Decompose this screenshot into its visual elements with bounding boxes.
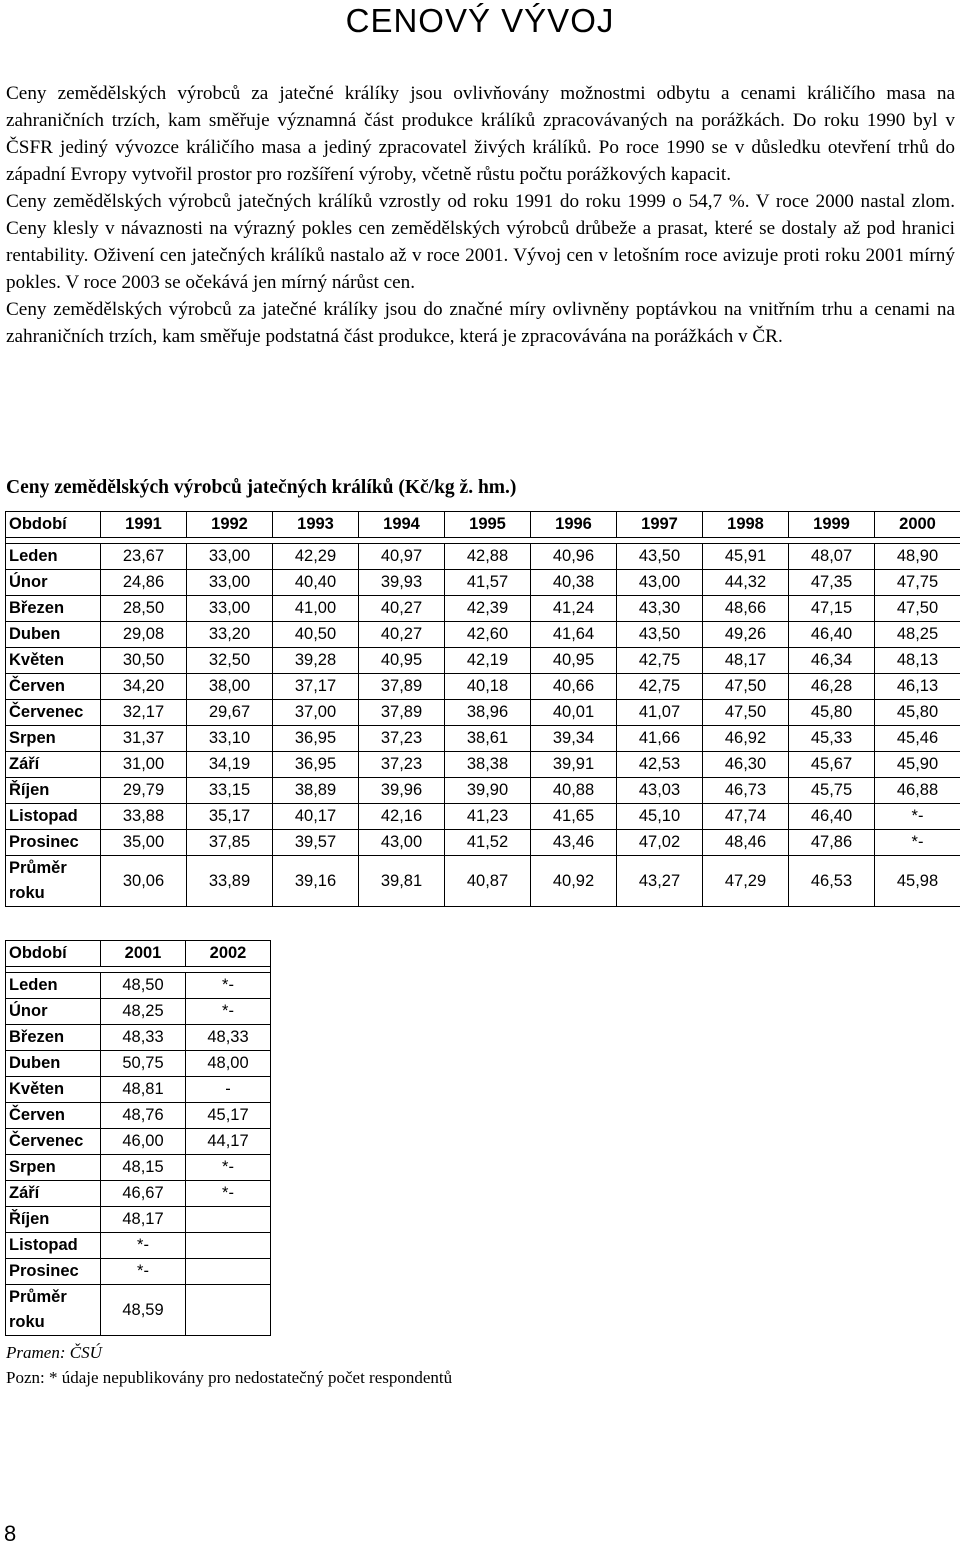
value-cell: 47,29 bbox=[703, 856, 789, 907]
table-header-row bbox=[6, 512, 960, 538]
value-cell: 35,00 bbox=[101, 830, 187, 856]
value-cell: 47,75 bbox=[875, 570, 960, 596]
value-cell: 46,73 bbox=[703, 778, 789, 804]
value-cell: 43,30 bbox=[617, 596, 703, 622]
value-cell: 40,38 bbox=[531, 570, 617, 596]
body-text bbox=[6, 80, 955, 350]
value-cell: *- bbox=[101, 1259, 186, 1285]
value-cell: *- bbox=[875, 804, 960, 830]
value-cell: 24,86 bbox=[101, 570, 187, 596]
value-cell: 1999 bbox=[789, 512, 875, 538]
value-cell: 35,17 bbox=[187, 804, 273, 830]
table-row bbox=[6, 856, 960, 907]
value-cell: 37,89 bbox=[359, 674, 445, 700]
value-cell: 40,96 bbox=[531, 544, 617, 570]
value-cell: 1992 bbox=[187, 512, 273, 538]
value-cell: 40,95 bbox=[359, 648, 445, 674]
value-cell: 43,03 bbox=[617, 778, 703, 804]
value-cell: 40,50 bbox=[273, 622, 359, 648]
value-cell: 43,46 bbox=[531, 830, 617, 856]
value-cell: 1998 bbox=[703, 512, 789, 538]
value-cell: *- bbox=[186, 973, 271, 999]
value-cell: 41,24 bbox=[531, 596, 617, 622]
row-label-cell: Listopad bbox=[6, 804, 101, 830]
table-row bbox=[6, 1077, 271, 1103]
value-cell: 48,17 bbox=[101, 1207, 186, 1233]
value-cell: 40,40 bbox=[273, 570, 359, 596]
value-cell: 42,29 bbox=[273, 544, 359, 570]
value-cell: *- bbox=[101, 1233, 186, 1259]
value-cell: 42,60 bbox=[445, 622, 531, 648]
value-cell: 48,76 bbox=[101, 1103, 186, 1129]
value-cell: 48,17 bbox=[703, 648, 789, 674]
source-note: Pramen: ČSÚ bbox=[6, 1343, 102, 1363]
value-cell: 46,40 bbox=[789, 622, 875, 648]
value-cell: 43,00 bbox=[617, 570, 703, 596]
table-row bbox=[6, 1129, 271, 1155]
row-label-cell: Červenec bbox=[6, 700, 101, 726]
value-cell: 45,80 bbox=[875, 700, 960, 726]
value-cell: 37,00 bbox=[273, 700, 359, 726]
row-label-cell: Květen bbox=[6, 1077, 101, 1103]
value-cell: 30,50 bbox=[101, 648, 187, 674]
value-cell: 43,00 bbox=[359, 830, 445, 856]
table-row bbox=[6, 726, 960, 752]
value-cell: 47,35 bbox=[789, 570, 875, 596]
value-cell: 45,33 bbox=[789, 726, 875, 752]
value-cell: 47,74 bbox=[703, 804, 789, 830]
value-cell: 45,98 bbox=[875, 856, 960, 907]
table-row bbox=[6, 1233, 271, 1259]
value-cell: 1991 bbox=[101, 512, 187, 538]
row-label-cell: Duben bbox=[6, 622, 101, 648]
value-cell: 33,00 bbox=[187, 544, 273, 570]
value-cell: 42,19 bbox=[445, 648, 531, 674]
value-cell: 41,00 bbox=[273, 596, 359, 622]
value-cell: 39,90 bbox=[445, 778, 531, 804]
value-cell: 39,16 bbox=[273, 856, 359, 907]
row-label-cell: Červen bbox=[6, 674, 101, 700]
value-cell: 47,86 bbox=[789, 830, 875, 856]
value-cell: 31,37 bbox=[101, 726, 187, 752]
value-cell: 48,33 bbox=[186, 1025, 271, 1051]
value-cell: 39,57 bbox=[273, 830, 359, 856]
value-cell: 34,19 bbox=[187, 752, 273, 778]
value-cell: 43,50 bbox=[617, 622, 703, 648]
value-cell: 44,32 bbox=[703, 570, 789, 596]
value-cell: 38,61 bbox=[445, 726, 531, 752]
value-cell: 37,17 bbox=[273, 674, 359, 700]
value-cell: 33,10 bbox=[187, 726, 273, 752]
value-cell: 29,67 bbox=[187, 700, 273, 726]
table-row bbox=[6, 1025, 271, 1051]
value-cell: 32,17 bbox=[101, 700, 187, 726]
row-label-cell: Únor bbox=[6, 570, 101, 596]
price-table-2001-2002 bbox=[5, 940, 271, 1336]
value-cell: 33,89 bbox=[187, 856, 273, 907]
value-cell: 48,90 bbox=[875, 544, 960, 570]
row-label-cell: Průměr roku bbox=[6, 1285, 101, 1336]
value-cell: 45,67 bbox=[789, 752, 875, 778]
value-cell: 33,00 bbox=[187, 596, 273, 622]
value-cell bbox=[186, 1259, 271, 1285]
value-cell: 40,95 bbox=[531, 648, 617, 674]
row-label-cell: Červen bbox=[6, 1103, 101, 1129]
value-cell: 39,91 bbox=[531, 752, 617, 778]
value-cell: 40,87 bbox=[445, 856, 531, 907]
value-cell: 48,25 bbox=[875, 622, 960, 648]
value-cell: 48,33 bbox=[101, 1025, 186, 1051]
value-cell: 49,26 bbox=[703, 622, 789, 648]
footnote: Pozn: * údaje nepublikovány pro nedostatečný počet respondentů bbox=[6, 1368, 452, 1388]
page-title: CENOVÝ VÝVOJ bbox=[0, 2, 960, 40]
value-cell: 2002 bbox=[186, 941, 271, 967]
value-cell: - bbox=[186, 1077, 271, 1103]
value-cell: 48,50 bbox=[101, 973, 186, 999]
value-cell: 46,00 bbox=[101, 1129, 186, 1155]
value-cell: 39,34 bbox=[531, 726, 617, 752]
row-label-cell: Březen bbox=[6, 1025, 101, 1051]
value-cell: 48,46 bbox=[703, 830, 789, 856]
table-row bbox=[6, 1207, 271, 1233]
row-label-cell: Říjen bbox=[6, 1207, 101, 1233]
value-cell: 40,88 bbox=[531, 778, 617, 804]
value-cell: 31,00 bbox=[101, 752, 187, 778]
value-cell: 1994 bbox=[359, 512, 445, 538]
row-label-cell: Prosinec bbox=[6, 1259, 101, 1285]
value-cell: 38,96 bbox=[445, 700, 531, 726]
table-row bbox=[6, 544, 960, 570]
value-cell: 48,00 bbox=[186, 1051, 271, 1077]
row-label-cell: Srpen bbox=[6, 726, 101, 752]
value-cell: 40,18 bbox=[445, 674, 531, 700]
value-cell: 29,08 bbox=[101, 622, 187, 648]
value-cell: 40,92 bbox=[531, 856, 617, 907]
value-cell: 33,15 bbox=[187, 778, 273, 804]
value-cell: 33,00 bbox=[187, 570, 273, 596]
value-cell: 23,67 bbox=[101, 544, 187, 570]
table-row bbox=[6, 1103, 271, 1129]
value-cell: 33,88 bbox=[101, 804, 187, 830]
value-cell: 38,00 bbox=[187, 674, 273, 700]
row-label-cell: Prosinec bbox=[6, 830, 101, 856]
value-cell: 39,28 bbox=[273, 648, 359, 674]
value-cell: 48,66 bbox=[703, 596, 789, 622]
value-cell: 46,88 bbox=[875, 778, 960, 804]
value-cell: 47,50 bbox=[703, 674, 789, 700]
value-cell: 42,53 bbox=[617, 752, 703, 778]
value-cell: 37,89 bbox=[359, 700, 445, 726]
table-row bbox=[6, 596, 960, 622]
value-cell: 36,95 bbox=[273, 752, 359, 778]
row-label-cell: Leden bbox=[6, 973, 101, 999]
table-row bbox=[6, 622, 960, 648]
value-cell: 40,17 bbox=[273, 804, 359, 830]
value-cell: 41,64 bbox=[531, 622, 617, 648]
table-row bbox=[6, 648, 960, 674]
table-row bbox=[6, 570, 960, 596]
table-row bbox=[6, 752, 960, 778]
value-cell: 1997 bbox=[617, 512, 703, 538]
value-cell: 45,46 bbox=[875, 726, 960, 752]
value-cell: 42,16 bbox=[359, 804, 445, 830]
value-cell: 1993 bbox=[273, 512, 359, 538]
row-label-cell: Leden bbox=[6, 544, 101, 570]
value-cell: 45,75 bbox=[789, 778, 875, 804]
value-cell: 2000 bbox=[875, 512, 960, 538]
row-label-cell: Listopad bbox=[6, 1233, 101, 1259]
table-header-row bbox=[6, 941, 271, 967]
value-cell: 36,95 bbox=[273, 726, 359, 752]
value-cell: 41,52 bbox=[445, 830, 531, 856]
value-cell: 45,80 bbox=[789, 700, 875, 726]
value-cell: 46,13 bbox=[875, 674, 960, 700]
value-cell: 42,75 bbox=[617, 648, 703, 674]
value-cell: 48,15 bbox=[101, 1155, 186, 1181]
row-label-cell: Květen bbox=[6, 648, 101, 674]
value-cell: 40,27 bbox=[359, 596, 445, 622]
value-cell: 46,67 bbox=[101, 1181, 186, 1207]
value-cell: 33,20 bbox=[187, 622, 273, 648]
value-cell: *- bbox=[186, 1181, 271, 1207]
value-cell: 39,93 bbox=[359, 570, 445, 596]
value-cell: 42,88 bbox=[445, 544, 531, 570]
value-cell: 37,23 bbox=[359, 752, 445, 778]
table-row bbox=[6, 1155, 271, 1181]
value-cell: 46,40 bbox=[789, 804, 875, 830]
value-cell: 37,85 bbox=[187, 830, 273, 856]
value-cell: 42,39 bbox=[445, 596, 531, 622]
value-cell: *- bbox=[186, 999, 271, 1025]
value-cell: 38,38 bbox=[445, 752, 531, 778]
value-cell: 48,59 bbox=[101, 1285, 186, 1336]
value-cell: 1996 bbox=[531, 512, 617, 538]
value-cell: 32,50 bbox=[187, 648, 273, 674]
value-cell: 28,50 bbox=[101, 596, 187, 622]
value-cell: 43,50 bbox=[617, 544, 703, 570]
row-label-cell: Průměr roku bbox=[6, 856, 101, 907]
value-cell: 45,91 bbox=[703, 544, 789, 570]
value-cell: 30,06 bbox=[101, 856, 187, 907]
value-cell bbox=[186, 1207, 271, 1233]
table-row bbox=[6, 700, 960, 726]
value-cell: 41,57 bbox=[445, 570, 531, 596]
value-cell: 46,53 bbox=[789, 856, 875, 907]
value-cell: 41,65 bbox=[531, 804, 617, 830]
value-cell: 42,75 bbox=[617, 674, 703, 700]
value-cell: 45,10 bbox=[617, 804, 703, 830]
value-cell: 47,50 bbox=[875, 596, 960, 622]
row-label-cell: Únor bbox=[6, 999, 101, 1025]
value-cell: 47,50 bbox=[703, 700, 789, 726]
value-cell: 29,79 bbox=[101, 778, 187, 804]
row-label-cell: Duben bbox=[6, 1051, 101, 1077]
table-row bbox=[6, 804, 960, 830]
table-row bbox=[6, 1051, 271, 1077]
table-row bbox=[6, 830, 960, 856]
value-cell: 2001 bbox=[101, 941, 186, 967]
row-label-cell: Červenec bbox=[6, 1129, 101, 1155]
table-row bbox=[6, 973, 271, 999]
value-cell: 41,23 bbox=[445, 804, 531, 830]
value-cell: 40,01 bbox=[531, 700, 617, 726]
value-cell: 37,23 bbox=[359, 726, 445, 752]
value-cell: 38,89 bbox=[273, 778, 359, 804]
value-cell: 48,25 bbox=[101, 999, 186, 1025]
paragraph: Ceny zemědělských výrobců jatečných králíků vzrostly od roku 1991 do roku 1999 o 54,7 %. V roce 2000 nastal zlom. Ceny klesly v návaznosti na výrazný pokles cen zemědělských výrobců drůbeže a prasat, které se dostaly až pod hranici rentability. Oživení cen jatečných králíků nastalo až v roce 2001. Vývoj cen v letošním roce avizuje proti roku 2001 mírný pokles. V roce 2003 se očekává jen mírný nárůst cen. bbox=[6, 188, 955, 296]
value-cell: 41,66 bbox=[617, 726, 703, 752]
value-cell: 45,17 bbox=[186, 1103, 271, 1129]
table-row bbox=[6, 674, 960, 700]
table-row bbox=[6, 1181, 271, 1207]
value-cell: 48,07 bbox=[789, 544, 875, 570]
value-cell: 48,81 bbox=[101, 1077, 186, 1103]
row-label-cell: Období bbox=[6, 941, 101, 967]
table-row bbox=[6, 778, 960, 804]
price-table-1991-2000 bbox=[5, 511, 960, 907]
value-cell: 45,90 bbox=[875, 752, 960, 778]
value-cell: 43,27 bbox=[617, 856, 703, 907]
value-cell: 46,30 bbox=[703, 752, 789, 778]
paragraph: Ceny zemědělských výrobců za jatečné králíky jsou do značné míry ovlivněny poptávkou na vnitřním trhu a cenami na zahraničních trzích, kam směřuje podstatná část produkce, která je zpracovávána na porážkách v ČR. bbox=[6, 296, 955, 350]
value-cell: 34,20 bbox=[101, 674, 187, 700]
row-label-cell: Září bbox=[6, 1181, 101, 1207]
row-label-cell: Říjen bbox=[6, 778, 101, 804]
value-cell: 47,15 bbox=[789, 596, 875, 622]
row-label-cell: Srpen bbox=[6, 1155, 101, 1181]
value-cell: 47,02 bbox=[617, 830, 703, 856]
value-cell: 39,96 bbox=[359, 778, 445, 804]
value-cell: 39,81 bbox=[359, 856, 445, 907]
row-label-cell: Září bbox=[6, 752, 101, 778]
value-cell: 48,13 bbox=[875, 648, 960, 674]
value-cell: 40,27 bbox=[359, 622, 445, 648]
value-cell: 46,92 bbox=[703, 726, 789, 752]
table-caption: Ceny zemědělských výrobců jatečných králíků (Kč/kg ž. hm.) bbox=[6, 477, 946, 499]
value-cell: 50,75 bbox=[101, 1051, 186, 1077]
row-label-cell: Období bbox=[6, 512, 101, 538]
value-cell: 46,34 bbox=[789, 648, 875, 674]
table-row bbox=[6, 1259, 271, 1285]
value-cell bbox=[186, 1285, 271, 1336]
value-cell: 1995 bbox=[445, 512, 531, 538]
value-cell: *- bbox=[186, 1155, 271, 1181]
value-cell: 44,17 bbox=[186, 1129, 271, 1155]
page-number: 8 bbox=[4, 1521, 16, 1547]
value-cell: 40,97 bbox=[359, 544, 445, 570]
value-cell: *- bbox=[875, 830, 960, 856]
table-row bbox=[6, 1285, 271, 1336]
value-cell: 41,07 bbox=[617, 700, 703, 726]
table-row bbox=[6, 999, 271, 1025]
row-label-cell: Březen bbox=[6, 596, 101, 622]
value-cell: 46,28 bbox=[789, 674, 875, 700]
value-cell: 40,66 bbox=[531, 674, 617, 700]
value-cell bbox=[186, 1233, 271, 1259]
paragraph: Ceny zemědělských výrobců za jatečné králíky jsou ovlivňovány možnostmi odbytu a cenami králičího masa na zahraničních trzích, kam směřuje významná část produkce králíků zpracovávaných na porážkách. Do roku 1990 byl v ČSFR jediný vývozce králičího masa a jediný zpracovatel živých králíků. Po roce 1990 se v důsledku otevření trhů do západní Evropy vytvořil prostor pro rozšíření výroby, včetně růstu počtu porážkových kapacit. bbox=[6, 80, 955, 188]
